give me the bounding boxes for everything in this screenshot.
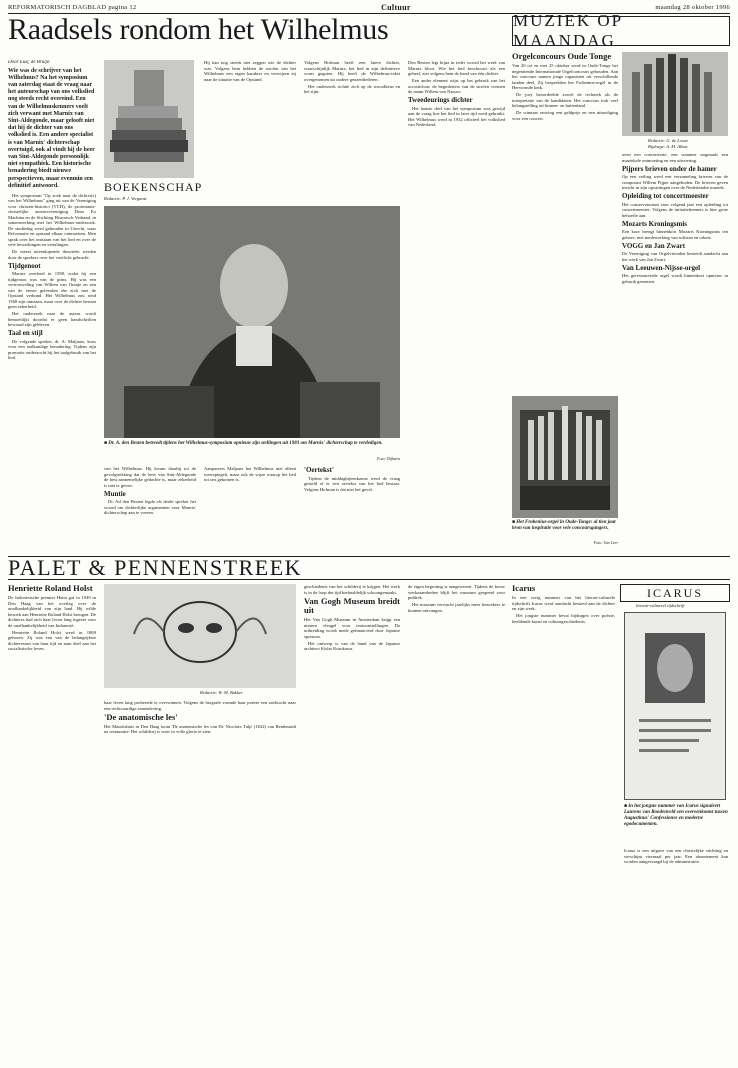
subhead-oertekst: 'Oertekst' [304, 466, 334, 474]
photo-caption-text: Dr. A. den Besten betreedt tijdens het Wilhelmus-symposium opnieuw zijn stellingen uit 1983 om Marnix' dichterschap te verdedigen. [108, 441, 383, 446]
paragraph: In een vorig nummer van het literair-culturele tijdschrift Icarus werd aandacht besteed aan de dichter en zijn werk. [512, 595, 615, 611]
paragraph: De volgende spreker, dr. A. Maljaars, koos voor een taalkundige benadering. Tijdens zijn promotie onderzocht hij het taalgebruik van het lied. [8, 338, 96, 361]
masthead-section: Cultuur [381, 3, 411, 12]
icarus-caption-text: In het jongste nummer van Icarus signaleert Laurens van Roodenveld een overeenkomst tussen Augustinus' Confessiones en moderne egodocumenten. [624, 804, 728, 827]
mask-drawing-image [104, 584, 296, 688]
paragraph: De meest uiteenlopende theorieën werden door de sprekers over het voetlicht gebracht. [8, 249, 96, 260]
caption-bullet-icon: ■ [512, 520, 517, 525]
icarus-cover-illustration [625, 613, 725, 799]
paragraph: De Vereniging van Orgelvrienden besteedt aandacht aan het werk van Jan Zwart. [622, 251, 728, 262]
masthead-date: maandag 28 oktober 1996 [655, 4, 730, 11]
paragraph: Het symposium "Op zoek naar de dichter(s) van het Wilhelmus" ging uit van de Vereniging voor christen-historici (VCH), de protestants-christelijke auteursvereniging Deus Ex Machina en de Stichting Historisch Verband, in samenwerking met het Wilhelmus-onderzoek. De studiedag werd gehouden in Utrecht, waar Reformatie en opstand elkaar ontmoetten. Men sprak over het ontstaan van het lied en over de vele bewerkingen en vertalingen. [8, 192, 96, 248]
paragraph: haar leven lang probeerde te overwinnen. Volgens de biografe vormde haar poëzie een zoektocht naar een rechtvaardige samenleving. [104, 700, 296, 711]
paragraph: de eigen begroting is aangewezen. Tijdens de bouw werkzaamheden blijft het museum geopend voor publiek. [408, 584, 505, 600]
photo-caption [104, 441, 400, 447]
subhead-icarus: Icarus [512, 584, 536, 593]
frobenius-caption [512, 520, 618, 532]
palet-editor: Redactie: W. M. Bakker [200, 690, 243, 695]
paragraph: Het onderzoek richtte zich op de woordkeus en het rijm. [304, 83, 400, 94]
article-column-4-top [304, 60, 400, 200]
icarus-subtitle: literair-cultureel tijdschrift [636, 603, 685, 608]
article-column-4-lower [304, 466, 400, 550]
subhead-van-gogh-museum: Van Gogh Museum breidt uit [304, 595, 400, 615]
palet-pennenstreek-header: PALET & PENNENSTREEK [8, 556, 730, 580]
organ-pipes-illustration [622, 52, 728, 136]
subhead-tweedeurings-dichter: Tweedeurings dichter [408, 96, 473, 104]
article-column-5 [408, 60, 505, 550]
paragraph: Een ander element wijst op het gebruik van het acrostichon: de beginletters van de strofen vormen de naam Willem van Nassov. [408, 78, 505, 94]
palet-column-6 [512, 584, 615, 1056]
speaker-portrait-illustration [104, 206, 400, 438]
mask-drawing-illustration [104, 584, 296, 688]
subhead-opleiding-concertmeester: Opleiding tot concertmeester [622, 192, 709, 200]
palet-column-4 [304, 584, 400, 1056]
palet-column-1 [8, 584, 96, 1056]
paragraph: Hij kan nog steeds niet zeggen wie de dichter was. Volgens hem hebben de strofen van het Wilhelmus een eigen karakter en verwijzen zij naar de situatie van de Opstand. [204, 60, 296, 82]
subhead-henriette-roland-holst: Henriette Roland Holst [8, 584, 93, 593]
subhead-taal-en-stijl: Taal en stijl [8, 329, 43, 338]
photo-credit: Foto: Dijkstra [377, 456, 400, 461]
paragraph: De Indonesische premier Hatta gaf in 1949 in Den Haag van het overleg over de onafhankelijkheid van zijn land. Hij wilde bezoek aan Henriette Roland Holst brengen. De dichteres had zich haar leven lang ingezet voor de onafhankelijkheid van Indonesië. [8, 595, 96, 628]
book-stack-image [104, 60, 194, 178]
boekenschap-label: BOEKENSCHAP [104, 180, 203, 194]
paragraph: Henriette Roland Holst werd in 1869 geboren. Zij was een van de belangrijkste dichteressen van haar tijd en nam deel aan het socialistische leven. [8, 629, 96, 651]
organ-pipes-image [622, 52, 728, 136]
paragraph: Het onderzoek naar de auteur wordt bemoeilijkt doordat er geen handschriften bewaard zijn gebleven. [8, 311, 96, 328]
paragraph: Het conservatorium start volgend jaar een opleiding tot concertmeester. Volgens de initiatiefnemers is hier grote behoefte aan. [622, 201, 728, 218]
frobenius-organ-photo [512, 396, 618, 518]
paragraph: Dr. Ad den Besten legde als derde spreker het woord om dichterlijke argumenten voor Marnix' dichterschap aan te voeren. [104, 499, 196, 515]
main-headline: Raadsels rondom het Wilhelmus [8, 13, 389, 46]
subhead-van-leeuwen-orgel: Van Leeuwen-Nijsse-orgel [622, 263, 701, 272]
muziek-op-maandag-header: MUZIEK OP MAANDAG [512, 16, 730, 46]
palet-column-5 [408, 584, 505, 1056]
lede: Wie was de schrijver van het Wilhelmus? Na het symposium van zaterdag staat de vraag naar het auteurschap van ons volkslied nog steeds recht overeind. Een van de Wilhelmuskenners voelt zich verwant met Marnix van Sint-Aldegonde, maar gelooft niet dat hij de dichter van ons volkslied is. Een andere specialist is van Marnix' dichterschap overtuigd, ook al vindt hij de heer van Sint-Aldegonde persoonlijk niet sympathiek. Een historische benadering biedt nieuwe perspectieven, maar evenmin een definitief antwoord. [8, 67, 95, 189]
subhead-mozarts-kroningsmis: Mozarts Kroningsmis [622, 219, 688, 228]
paragraph: Den Besten legt bijna in ieder woord het werk van Marnix bloot. Wie het lied beschouwt als een geheel, ziet volgens hem de hand van één dichter. [408, 60, 505, 76]
book-stack-illustration [104, 60, 194, 178]
frobenius-caption-text: Het Frobenius-orgel in Oude-Tonge: al tien jaar bron van inspiratie voor vele concoursgangers. [512, 520, 617, 531]
subhead-vogg-jan-zwart: VOGG en Jan Zwart [622, 241, 686, 250]
symposium-photo [104, 206, 400, 438]
subhead-orgelconcours: Orgelconcours Oude Tonge [512, 52, 612, 61]
music-editor: Redactie: G. de Looze [648, 138, 688, 143]
music-column-left [512, 52, 618, 390]
article-column-2-lower [104, 466, 196, 550]
paragraph: Het Van Gogh Museum in Amsterdam krijgt een nieuwe vleugel voor tentoonstellingen. De uitbreiding wordt mede gefinancierd door Japanse sponsors. [304, 617, 400, 639]
paragraph: De jury beoordeelde zowel de techniek als de interpretatie van de kandidaten. Het concours trok veel belangstelling uit binnen- en buitenland. [512, 92, 618, 108]
paragraph: Tijdens de middagbijeenkomst werd de vraag gesteld of er een oertekst van het lied bestaat. Volgens Hofman is dat niet het geval. [304, 475, 400, 492]
paragraph: De winnaar ontving een geldprijs en een uitnodiging voor een concert. [512, 110, 618, 121]
palet-column-2 [104, 700, 296, 1056]
subhead-muntie: Muntie [104, 489, 126, 498]
music-contributor: Bijdrage: A. M. Albas [648, 144, 688, 149]
caption-bullet-icon: ■ [104, 441, 109, 446]
paragraph: Het jongste nummer bevat bijdragen over poëzie, beeldende kunst en cultuurgeschiedenis. [512, 613, 615, 624]
icarus-caption [624, 804, 728, 828]
paragraph: Het ontwerp is van de hand van de Japanse architect Kisho Kurokawa. [304, 640, 400, 651]
masthead-paper-page: REFORMATORISCH DAGBLAD pagina 12 [8, 4, 137, 11]
paragraph: Van 20 tot en met 25 oktober werd in Oude-Tonge het negentiende Internationale Orgelconcours gehouden. Aan het concours namen jonge organisten uit verschillende landen deel. Zij bespeelden het Frobenius-orgel in de Hervormde kerk. [512, 63, 618, 90]
paragraph: Een koor brengt binnenkort Mozarts Kroningsmis ten gehore, met medewerking van solisten en orkest. [622, 229, 728, 240]
subhead-tijdgenoot: Tijdgenoot [8, 261, 41, 270]
article-column-3-top [204, 60, 296, 200]
paragraph: Het museum verwacht jaarlijks meer bezoekers te kunnen ontvangen. [408, 602, 505, 613]
paragraph: Marnix overleed in 1598, zodat hij een tijdgenoot was van de prins. Hij was een vertrouweling van Willem van Oranje en een van de eerste geleerden die zich met de Opstand verbond. Het Wilhelmus zou rond 1568 zijn ontstaan, maar over de dichter bestaat geen zekerheid. [8, 271, 96, 310]
paragraph: Het laatste deel van het symposium was gewijd aan de vraag hoe het lied in later tijd werd gebruikt. Het Wilhelmus werd in 1932 officieel het volkslied van Nederland. [408, 105, 505, 127]
byline: Door Eusç de Bruijn [8, 60, 50, 65]
paragraph: Op een veiling werd een verzameling brieven van de componist Willem Pijper aangeboden. De brieven geven inzicht in zijn opvattingen over de Nederlandse muziek. [622, 174, 728, 190]
icarus-label: ICARUS [620, 584, 730, 602]
frobenius-organ-illustration [512, 396, 618, 518]
paragraph: geschiedenis van het schilderij te krijgen. Het werk is in de loop der tijd herhaaldelijk schoongemaakt. [304, 584, 400, 595]
paragraph: Het gerestaureerde orgel wordt binnenkort opnieuw in gebruik genomen. [622, 273, 728, 284]
subhead-anatomische-les: 'De anatomische les' [104, 711, 178, 722]
paragraph: aven een concertserie, een wanneer nogmaals een muziekale ontmoeting en een uitvoering. [622, 152, 728, 163]
paragraph: van het Wilhelmus. Hij kwam daarbij tot de gevolgtrekking dat de heer van Sint-Aldegonde de best aannemelijke gedachte is, maar zekerheid is niet te geven. [104, 466, 196, 488]
subhead-pijpers-brieven: Pijpers brieven onder de hamer [622, 164, 717, 173]
frobenius-credit: Foto: Van Leer [593, 540, 618, 545]
paragraph: Icarus is een uitgave van een christelijke stichting en verschijnt viermaal per jaar. Een abonnement kan worden aangevraagd bij de administratie. [624, 848, 728, 864]
music-column-right [622, 152, 728, 548]
paragraph: Aanpassers Maljaars het Wilhelmus niet alleen weerspiegelt, maar ook de wijze waarop het lied tot ons gekomen is. [204, 466, 296, 482]
article-column-1 [8, 60, 96, 550]
boekenschap-editor: Redactie: P. J. Vergunst [104, 196, 147, 201]
paragraph: Volgens Hofman heeft een latere dichter, waarschijnlijk Marnix, het lied in zijn definitieve vorm gegoten. Hij heeft de Wilhelmus-tekst overgenomen uit oudere geuzenliederen. [304, 60, 400, 82]
icarus-cover-image [624, 612, 726, 800]
paragraph: Het Mauritshuis in Den Haag toont 'De anatomische les van Dr. Nicolaes Tulp' (1632) van Rembrandt na restauratie. Het schilderij is weer in volle glorie te zien. [104, 723, 296, 734]
article-column-3-lower [204, 466, 296, 550]
icarus-column [624, 848, 728, 1056]
caption-bullet-icon: ■ [624, 804, 629, 809]
